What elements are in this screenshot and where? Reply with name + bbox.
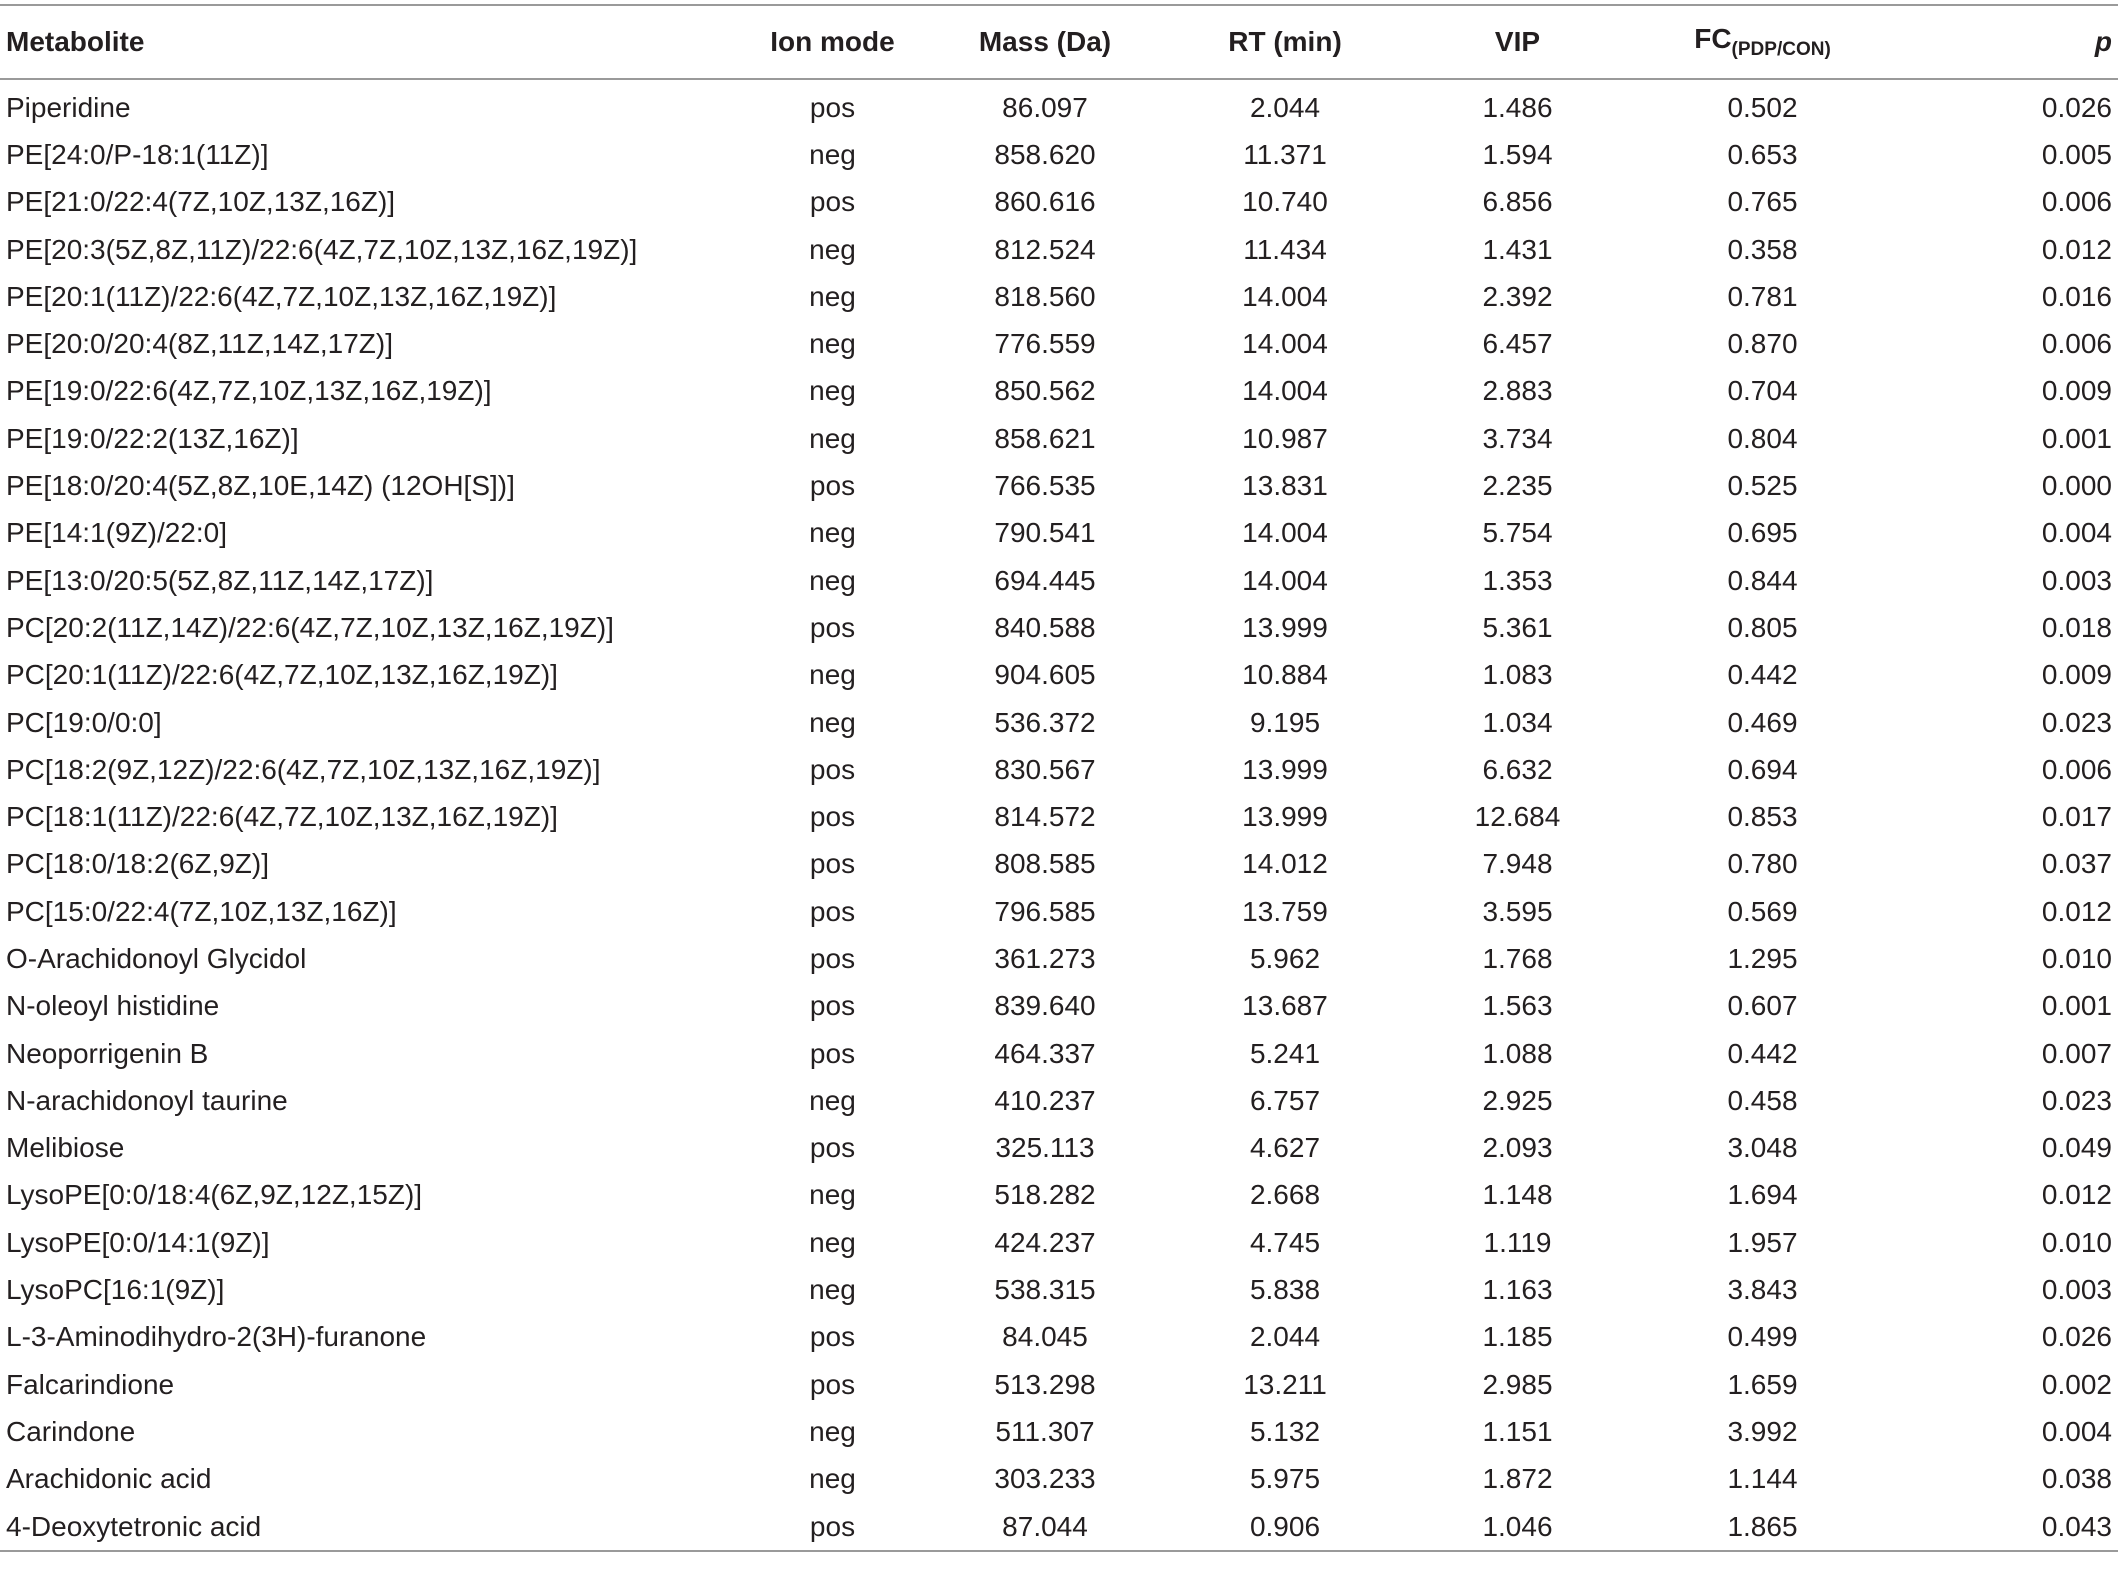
cell-rt: 6.757 [1249,1084,1321,1116]
cell-vip: 5.361 [1482,611,1553,643]
table-header [0,5,2118,79]
cell-metabolite: PC[20:1(11Z)/22:6(4Z,7Z,10Z,13Z,16Z,19Z)] [6,659,558,691]
cell-ion-mode: neg [809,564,856,596]
table-row [0,604,2118,651]
cell-mass: 84.045 [1002,1321,1088,1353]
cell-p: 0.009 [2041,375,2112,407]
metabolite-table-container [0,4,2118,1552]
cell-metabolite: 4-Deoxytetronic acid [6,1510,262,1542]
cell-mass: 840.588 [994,611,1096,643]
cell-mass: 361.273 [994,942,1096,974]
cell-vip: 1.119 [1483,1226,1552,1258]
cell-p: 0.026 [2041,91,2112,123]
cell-metabolite: LysoPE[0:0/18:4(6Z,9Z,12Z,15Z)] [6,1179,423,1211]
cell-fc: 0.442 [1727,659,1798,691]
cell-rt: 10.740 [1242,186,1328,218]
cell-metabolite: PE[20:0/20:4(8Z,11Z,14Z,17Z)] [6,328,394,360]
cell-rt: 14.012 [1242,848,1328,880]
cell-fc: 0.805 [1727,611,1798,643]
table-row [0,983,2118,1030]
cell-rt: 13.999 [1242,611,1328,643]
cell-ion-mode: pos [809,611,856,643]
cell-metabolite: LysoPE[0:0/14:1(9Z)] [6,1226,270,1258]
cell-ion-mode: neg [809,1463,856,1495]
table-row [0,793,2118,840]
cell-fc: 0.442 [1727,1037,1798,1069]
cell-metabolite: Carindone [6,1415,136,1447]
table-row [0,1030,2118,1077]
cell-rt: 14.004 [1242,375,1328,407]
cell-fc: 0.458 [1727,1084,1798,1116]
table-row [0,1219,2118,1266]
cell-p: 0.012 [2041,1179,2112,1211]
cell-mass: 511.307 [995,1415,1095,1447]
cell-fc: 3.843 [1727,1274,1798,1306]
cell-mass: 904.605 [994,659,1096,691]
table-row [0,462,2118,509]
table-row [0,1361,2118,1408]
cell-fc: 0.695 [1727,517,1798,549]
cell-ion-mode: neg [809,1415,856,1447]
cell-mass: 814.572 [994,801,1096,833]
cell-p: 0.004 [2041,517,2112,549]
cell-metabolite: PC[15:0/22:4(7Z,10Z,13Z,16Z)] [6,895,397,927]
cell-rt: 13.687 [1242,990,1328,1022]
cell-metabolite: PE[24:0/P-18:1(11Z)] [6,138,269,170]
cell-fc: 1.295 [1727,942,1798,974]
cell-rt: 2.668 [1249,1179,1321,1211]
cell-metabolite: Piperidine [6,91,131,123]
cell-p: 0.037 [2041,848,2112,880]
header-vip: VIP [1494,26,1541,57]
cell-mass: 87.044 [1002,1510,1088,1542]
cell-ion-mode: pos [809,1037,856,1069]
table-row [0,1172,2118,1219]
cell-p: 0.010 [2041,1226,2112,1258]
cell-rt: 5.838 [1249,1274,1321,1306]
cell-fc: 0.358 [1727,233,1798,265]
cell-fc: 0.569 [1727,895,1798,927]
cell-mass: 325.113 [995,1132,1095,1164]
cell-vip: 1.083 [1482,659,1553,691]
cell-mass: 796.585 [994,895,1096,927]
cell-metabolite: PC[20:2(11Z,14Z)/22:6(4Z,7Z,10Z,13Z,16Z,19Z)] [6,611,614,643]
cell-mass: 858.620 [994,138,1096,170]
cell-vip: 1.148 [1482,1179,1553,1211]
cell-vip: 1.034 [1482,706,1553,738]
cell-p: 0.038 [2041,1463,2112,1495]
cell-vip: 5.754 [1482,517,1553,549]
cell-ion-mode: neg [809,659,856,691]
cell-fc: 1.144 [1727,1463,1798,1495]
cell-vip: 2.093 [1482,1132,1553,1164]
cell-rt: 13.831 [1242,470,1328,502]
cell-rt: 14.004 [1242,517,1328,549]
cell-p: 0.010 [2041,942,2112,974]
cell-rt: 5.975 [1249,1463,1321,1495]
cell-p: 0.002 [2041,1368,2112,1400]
cell-mass: 790.541 [994,517,1096,549]
cell-ion-mode: neg [809,280,856,312]
cell-ion-mode: neg [809,375,856,407]
cell-p: 0.000 [2041,470,2112,502]
cell-mass: 518.282 [994,1179,1096,1211]
cell-ion-mode: pos [809,753,856,785]
header-metabolite: Metabolite [6,26,145,57]
cell-fc: 0.502 [1727,91,1798,123]
cell-metabolite: Falcarindione [6,1368,175,1400]
table-row [0,273,2118,320]
cell-vip: 2.235 [1482,470,1553,502]
cell-vip: 1.768 [1482,942,1553,974]
cell-ion-mode: neg [809,706,856,738]
cell-rt: 13.759 [1242,895,1328,927]
table-body [0,79,2118,1551]
cell-p: 0.009 [2041,659,2112,691]
cell-rt: 10.987 [1242,422,1328,454]
cell-ion-mode: neg [809,422,856,454]
table-row [0,368,2118,415]
cell-p: 0.006 [2041,186,2112,218]
cell-ion-mode: pos [809,1368,856,1400]
table-row [0,1125,2118,1172]
cell-p: 0.012 [2041,233,2112,265]
table-row [0,746,2118,793]
cell-vip: 1.431 [1482,233,1553,265]
cell-vip: 1.563 [1482,990,1553,1022]
cell-rt: 5.962 [1249,942,1321,974]
cell-mass: 303.233 [994,1463,1096,1495]
cell-vip: 1.594 [1482,138,1553,170]
header-fc-main: FC [1694,23,1732,54]
cell-fc: 1.659 [1727,1368,1798,1400]
cell-vip: 2.883 [1482,375,1553,407]
cell-fc: 0.765 [1727,186,1798,218]
cell-rt: 13.999 [1242,801,1328,833]
cell-ion-mode: pos [809,1510,856,1542]
cell-ion-mode: neg [809,1084,856,1116]
cell-mass: 776.559 [994,328,1096,360]
header-rt: RT (min) [1228,26,1342,57]
cell-ion-mode: neg [809,1179,856,1211]
cell-p: 0.007 [2041,1037,2112,1069]
cell-ion-mode: pos [809,470,856,502]
cell-rt: 2.044 [1249,1321,1321,1353]
cell-p: 0.016 [2041,280,2112,312]
cell-rt: 14.004 [1242,564,1328,596]
cell-p: 0.004 [2041,1415,2112,1447]
table-row [0,79,2118,131]
cell-vip: 1.046 [1482,1510,1553,1542]
cell-fc: 0.607 [1727,990,1798,1022]
cell-mass: 839.640 [994,990,1096,1022]
cell-fc: 0.781 [1727,280,1798,312]
cell-p: 0.003 [2041,1274,2112,1306]
table-row [0,841,2118,888]
cell-p: 0.012 [2041,895,2112,927]
cell-p: 0.006 [2041,328,2112,360]
cell-vip: 6.457 [1482,328,1553,360]
cell-rt: 10.884 [1242,659,1328,691]
cell-vip: 1.151 [1482,1415,1553,1447]
cell-mass: 694.445 [994,564,1096,596]
cell-ion-mode: pos [809,848,856,880]
cell-p: 0.003 [2041,564,2112,596]
cell-p: 0.023 [2041,1084,2112,1116]
cell-metabolite: PE[21:0/22:4(7Z,10Z,13Z,16Z)] [6,186,396,218]
cell-metabolite: PE[20:1(11Z)/22:6(4Z,7Z,10Z,13Z,16Z,19Z)] [6,280,557,312]
cell-metabolite: O-Arachidonoyl Glycidol [6,942,307,974]
cell-rt: 2.044 [1249,91,1321,123]
cell-vip: 1.088 [1482,1037,1553,1069]
cell-ion-mode: neg [809,138,856,170]
cell-mass: 818.560 [994,280,1096,312]
cell-fc: 1.694 [1727,1179,1798,1211]
table-row [0,935,2118,982]
cell-vip: 2.392 [1482,280,1553,312]
cell-rt: 14.004 [1242,280,1328,312]
table-row [0,131,2118,178]
table-row [0,415,2118,462]
cell-ion-mode: pos [809,895,856,927]
cell-mass: 513.298 [994,1368,1096,1400]
cell-metabolite: PC[19:0/0:0] [6,706,162,738]
cell-rt: 14.004 [1242,328,1328,360]
cell-ion-mode: pos [809,91,856,123]
cell-metabolite: PE[18:0/20:4(5Z,8Z,10E,14Z) (12OH[S])] [6,470,515,502]
table-row [0,888,2118,935]
cell-ion-mode: neg [809,1274,856,1306]
table-row [0,1408,2118,1455]
cell-mass: 812.524 [994,233,1096,265]
table-row [0,1077,2118,1124]
header-fc [1630,5,1895,79]
cell-metabolite: PE[14:1(9Z)/22:0] [6,517,228,549]
cell-mass: 464.337 [994,1037,1096,1069]
cell-vip: 2.985 [1482,1368,1553,1400]
cell-vip: 7.948 [1482,848,1553,880]
cell-p: 0.001 [2041,422,2112,454]
cell-fc: 3.048 [1727,1132,1798,1164]
cell-metabolite: PC[18:2(9Z,12Z)/22:6(4Z,7Z,10Z,13Z,16Z,19Z)] [6,753,601,785]
cell-fc: 0.499 [1727,1321,1798,1353]
cell-metabolite: PC[18:0/18:2(6Z,9Z)] [6,848,270,880]
cell-rt: 9.195 [1249,706,1321,738]
cell-rt: 11.434 [1243,233,1327,265]
table-row [0,510,2118,557]
header-ion-mode: Ion mode [770,26,895,57]
cell-metabolite: Melibiose [6,1132,125,1164]
cell-p: 0.026 [2041,1321,2112,1353]
cell-vip: 1.872 [1482,1463,1553,1495]
cell-mass: 86.097 [1002,91,1088,123]
cell-ion-mode: neg [809,328,856,360]
table-row [0,652,2118,699]
header-fc-subscript: (PDP/CON) [1731,39,1831,60]
cell-mass: 766.535 [994,470,1096,502]
cell-p: 0.001 [2041,990,2112,1022]
cell-ion-mode: pos [809,186,856,218]
cell-mass: 424.237 [994,1226,1096,1258]
cell-metabolite: Arachidonic acid [6,1463,212,1495]
cell-rt: 11.371 [1243,138,1327,170]
cell-metabolite: PE[13:0/20:5(5Z,8Z,11Z,14Z,17Z)] [6,564,434,596]
cell-vip: 12.684 [1474,801,1561,833]
cell-p: 0.049 [2041,1132,2112,1164]
table-row [0,226,2118,273]
table-row [0,1314,2118,1361]
cell-fc: 0.844 [1727,564,1798,596]
table-row [0,1503,2118,1551]
cell-ion-mode: neg [809,233,856,265]
cell-vip: 6.632 [1482,753,1553,785]
cell-rt: 5.132 [1249,1415,1321,1447]
cell-mass: 860.616 [994,186,1096,218]
cell-vip: 1.163 [1482,1274,1553,1306]
cell-metabolite: N-arachidonoyl taurine [6,1084,288,1116]
cell-rt: 4.745 [1249,1226,1321,1258]
cell-p: 0.018 [2041,611,2112,643]
cell-fc: 0.525 [1727,470,1798,502]
table-row [0,1456,2118,1503]
cell-fc: 0.469 [1727,706,1798,738]
cell-mass: 830.567 [994,753,1096,785]
table-row [0,557,2118,604]
cell-rt: 4.627 [1249,1132,1321,1164]
cell-metabolite: PE[19:0/22:2(13Z,16Z)] [6,422,299,454]
cell-metabolite: PC[18:1(11Z)/22:6(4Z,7Z,10Z,13Z,16Z,19Z)] [6,801,558,833]
cell-fc: 1.957 [1727,1226,1798,1258]
table-row [0,1266,2118,1313]
cell-fc: 0.804 [1727,422,1798,454]
cell-fc: 0.780 [1727,848,1798,880]
table-row [0,179,2118,226]
cell-ion-mode: pos [809,942,856,974]
cell-fc: 1.865 [1727,1510,1798,1542]
cell-metabolite: LysoPC[16:1(9Z)] [6,1274,225,1306]
cell-mass: 808.585 [994,848,1096,880]
cell-vip: 6.856 [1482,186,1553,218]
cell-rt: 13.211 [1243,1368,1327,1400]
cell-fc: 0.704 [1727,375,1798,407]
cell-ion-mode: pos [809,990,856,1022]
cell-vip: 3.595 [1482,895,1553,927]
cell-fc: 0.694 [1727,753,1798,785]
header-row [0,5,2118,79]
cell-metabolite: N-oleoyl histidine [6,990,220,1022]
cell-fc: 0.870 [1727,328,1798,360]
cell-vip: 3.734 [1482,422,1553,454]
cell-metabolite: L-3-Aminodihydro-2(3H)-furanone [6,1321,427,1353]
cell-vip: 1.185 [1482,1321,1553,1353]
metabolite-table [0,4,2118,1552]
cell-p: 0.023 [2041,706,2112,738]
table-row [0,320,2118,367]
cell-metabolite: PE[19:0/22:6(4Z,7Z,10Z,13Z,16Z,19Z)] [6,375,492,407]
cell-p: 0.043 [2041,1510,2112,1542]
cell-p: 0.006 [2041,753,2112,785]
cell-ion-mode: neg [809,517,856,549]
cell-fc: 0.653 [1727,138,1798,170]
cell-mass: 538.315 [994,1274,1096,1306]
cell-mass: 536.372 [994,706,1096,738]
cell-ion-mode: pos [809,1132,856,1164]
cell-rt: 13.999 [1242,753,1328,785]
cell-fc: 0.853 [1727,801,1798,833]
cell-ion-mode: pos [809,1321,856,1353]
cell-vip: 1.486 [1482,91,1553,123]
cell-p: 0.017 [2041,801,2112,833]
header-p-label: p [2094,26,2112,57]
cell-mass: 858.621 [994,422,1096,454]
cell-ion-mode: pos [809,801,856,833]
cell-rt: 0.906 [1249,1510,1321,1542]
cell-fc: 3.992 [1727,1415,1798,1447]
cell-mass: 850.562 [994,375,1096,407]
cell-p: 0.005 [2041,138,2112,170]
cell-rt: 5.241 [1249,1037,1321,1069]
cell-mass: 410.237 [994,1084,1096,1116]
cell-ion-mode: neg [809,1226,856,1258]
header-mass: Mass (Da) [978,26,1112,57]
cell-metabolite: PE[20:3(5Z,8Z,11Z)/22:6(4Z,7Z,10Z,13Z,16Z,19Z)] [6,233,638,265]
cell-metabolite: Neoporrigenin B [6,1037,209,1069]
cell-vip: 1.353 [1482,564,1553,596]
table-row [0,699,2118,746]
header-p [1895,5,2118,79]
cell-vip: 2.925 [1482,1084,1553,1116]
